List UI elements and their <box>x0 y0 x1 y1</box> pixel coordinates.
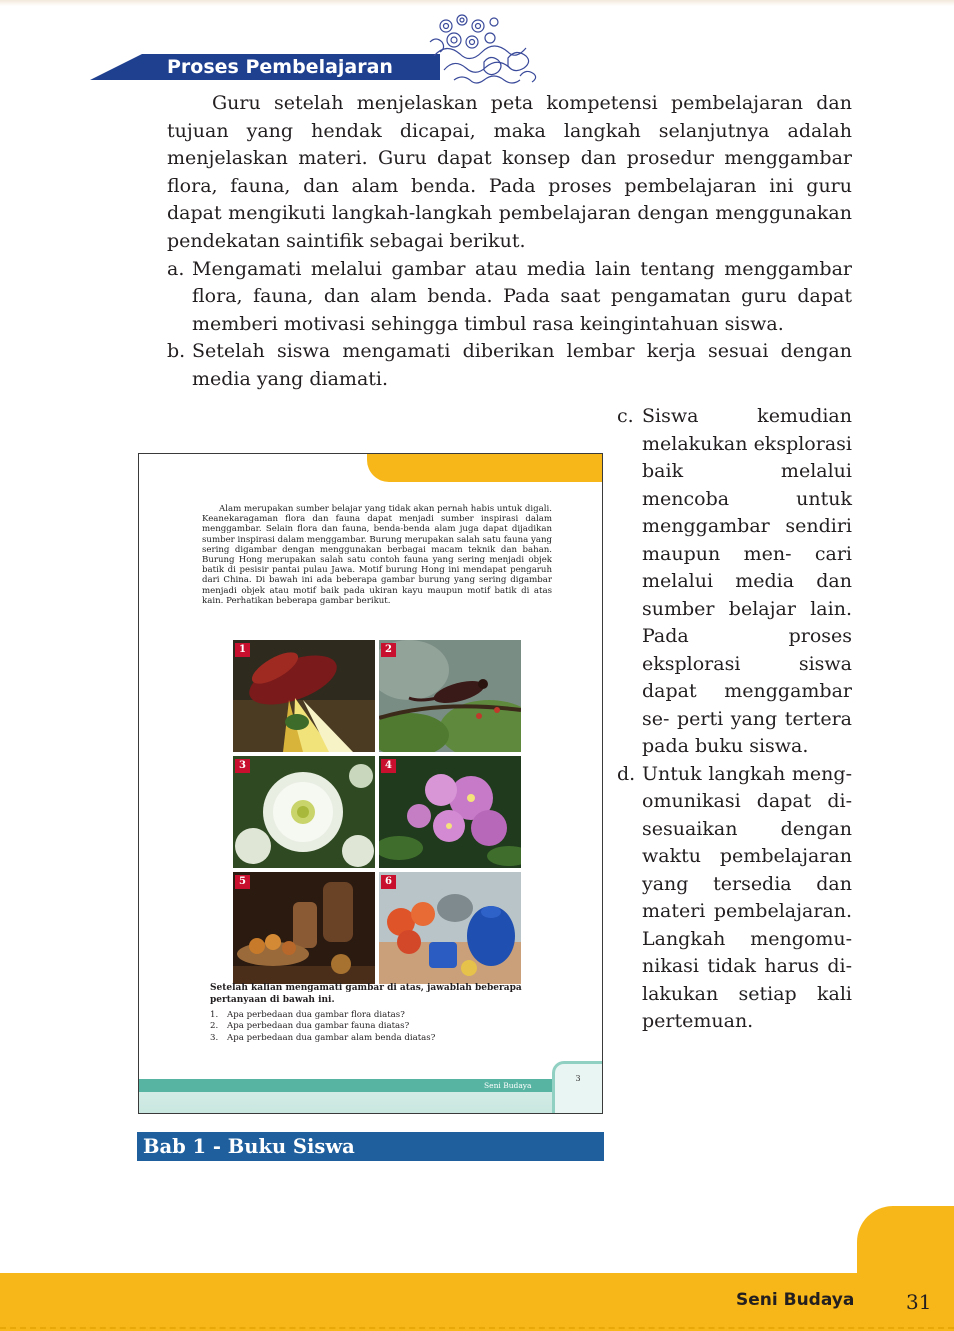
question-text: Apa perbedaan dua gambar fauna diatas? <box>227 1021 410 1032</box>
image-caption: Bab 1 - Buku Siswa <box>137 1132 604 1161</box>
photo-number: 1 <box>235 643 250 657</box>
footer-book-title: Seni Budaya <box>736 1290 855 1310</box>
photo-still-life-5 <box>233 872 375 984</box>
inner-page-number: 3 <box>575 1074 581 1083</box>
question-text: Apa perbedaan dua gambar alam benda diatas? <box>227 1032 436 1043</box>
right-column <box>617 403 852 1036</box>
section-header <box>90 53 440 80</box>
floral-ornament-icon <box>424 12 542 92</box>
list-marker: c. <box>617 405 634 427</box>
inner-question-list <box>210 1010 550 1044</box>
step-item-c <box>617 403 852 761</box>
photo-flower-4 <box>379 756 521 868</box>
student-book-page-image <box>138 453 603 1114</box>
list-marker: b. <box>167 340 186 363</box>
inner-footer-label: Seni Budaya <box>484 1081 532 1090</box>
photo-still-life-6 <box>379 872 521 984</box>
question-number: 1. <box>210 1010 219 1020</box>
page-number: 31 <box>906 1290 932 1314</box>
photo-bird-1 <box>233 640 375 752</box>
photo-number: 6 <box>381 875 396 889</box>
inner-page-tab <box>367 453 603 482</box>
list-text: Untuk langkah meng- omunikasi dapat di- sesuaikan dengan waktu pembelajaran yang tersedia dan materi pembelajaran. Langkah mengomu- nikasi tidak harus di- lakukan setiap kali pertemuan. <box>642 762 852 1032</box>
list-item <box>210 1021 550 1032</box>
list-marker: a. <box>167 257 185 280</box>
footer-divider <box>0 1327 954 1329</box>
list-marker: d. <box>617 762 636 785</box>
list-text: Setelah siswa mengamati diberikan lembar kerja sesuai dengan media yang diamati. <box>192 340 852 390</box>
step-item-d <box>617 761 852 1036</box>
question-text: Apa perbedaan dua gambar flora diatas? <box>227 1010 405 1020</box>
photo-flower-3 <box>233 756 375 868</box>
intro-section <box>167 90 852 394</box>
photo-number: 4 <box>381 759 396 773</box>
list-text: Mengamati melalui gambar atau media lain tentang menggambar flora, fauna, dan alam benda. Pada saat pengamatan guru dapat memberi motivasi sehingga timbul rasa keingintahuan siswa. <box>192 257 852 335</box>
photo-number: 3 <box>235 759 250 773</box>
section-title: Proses Pembelajaran <box>167 56 393 78</box>
step-item-a <box>167 256 852 339</box>
intro-paragraph: Guru setelah menjelaskan peta kompetensi pembelajaran dan tujuan yang hendak dicapai, maka langkah selanjutnya adalah menjelaskan materi. Guru dapat konsep dan prosedur menggambar flora, fauna, dan alam benda. Pada proses pembelajaran ini guru dapat mengikuti langkah-langkah pembelajaran dengan menggunakan pendekatan saintifik sebagai berikut. <box>167 92 852 252</box>
inner-page-paragraph: Alam merupakan sumber belajar yang tidak akan pernah habis untuk digali. Keanekaragaman flora dan fauna dapat menjadi sumber inspirasi dalam menggambar. Selain flora dan fauna, benda-benda alam juga dapat dijadikan sumber inspirasi dalam menggambar. Burung merupakan salah satu fauna yang sering digambar dengan menggunakan berbagai macam teknik dan bahan. Burung Hong merupakan salah satu contoh fauna yang sering menjadi objek batik di pesisir pantai pulau Jawa. Motif burung Hong ini mendapat pengaruh dari China. Di bawah ini ada beberapa gambar burung yang sering digambar menjadi objek atau motif baik pada ukiran kayu maupun motif batik di atas kain. Perhatikan beberapa gambar berikut. <box>202 504 552 606</box>
photo-number: 2 <box>381 643 396 657</box>
photo-grid <box>233 640 521 978</box>
list-item <box>210 1010 550 1021</box>
question-number: 3. <box>210 1032 219 1043</box>
photo-number: 5 <box>235 875 250 889</box>
step-item-b <box>167 338 852 393</box>
top-strip <box>0 0 954 6</box>
question-number: 2. <box>210 1021 219 1032</box>
photo-bird-2 <box>379 640 521 752</box>
list-item <box>210 1033 550 1044</box>
inner-footer-bar <box>139 1079 603 1092</box>
inner-page-number-box <box>552 1061 603 1114</box>
inner-question-intro: Setelah kalian mengamati gambar di atas, jawablah beberapa pertanyaan di bawah ini. <box>210 983 522 1005</box>
list-text: Siswa kemudian melakukan eksplorasi baik melalui mencoba untuk menggambar sendiri maupun men- cari melalui media dan sumber belajar lain. Pada proses eksplorasi siswa dapat menggambar se- perti yang tertera pada buku siswa. <box>642 405 852 757</box>
